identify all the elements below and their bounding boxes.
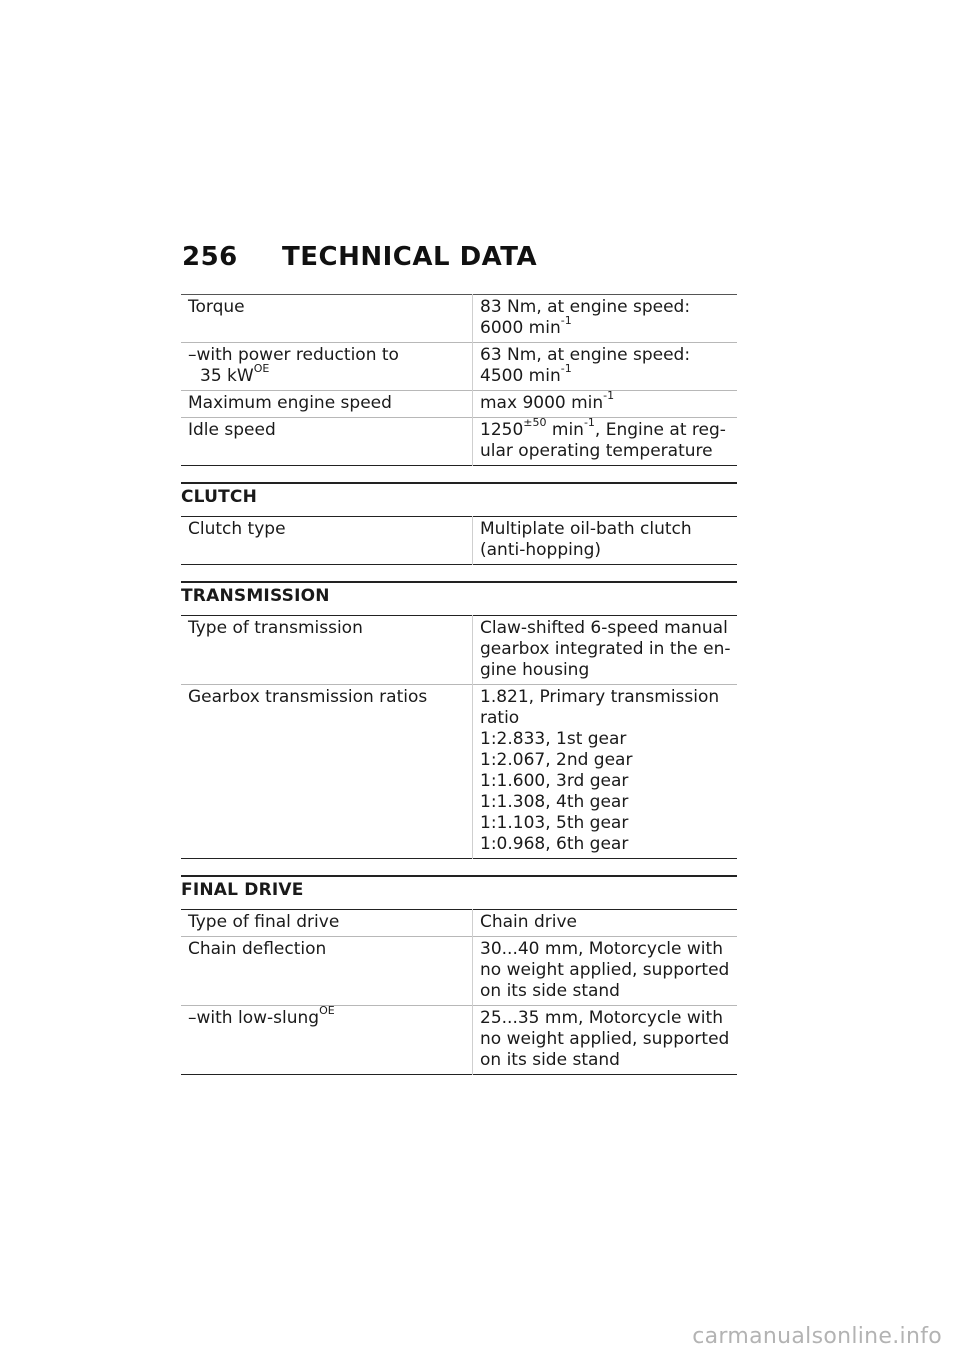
section-heading-transmission: TRANSMISSION bbox=[181, 581, 737, 615]
spec-label: Gearbox transmission ratios bbox=[181, 685, 473, 859]
spec-value: $1250^{\pm 50}$ $\min^{-1}$, Engine at reg-ular operating temperature bbox=[480, 416, 726, 461]
table-row bbox=[181, 1006, 737, 1075]
spec-value: 83 Nm, at engine speed: 6000 $\min^{-1}$ bbox=[480, 297, 691, 338]
spec-value: 63 Nm, at engine speed: 4500 $\min^{-1}$ bbox=[480, 345, 691, 386]
table-row bbox=[181, 517, 737, 565]
spec-label: Torque bbox=[181, 295, 473, 343]
spec-label: Clutch type bbox=[181, 517, 473, 565]
spec-label: Type of transmission bbox=[181, 616, 473, 685]
clutch-spec-table bbox=[181, 516, 737, 565]
spec-value: Chain drive bbox=[480, 912, 577, 932]
spec-content bbox=[181, 294, 737, 1075]
table-row bbox=[181, 910, 737, 937]
watermark: carmanualsonline.info bbox=[692, 1324, 942, 1349]
spec-label: Idle speed bbox=[181, 418, 473, 466]
table-row bbox=[181, 343, 737, 391]
table-row bbox=[181, 295, 737, 343]
table-row bbox=[181, 391, 737, 418]
table-row bbox=[181, 937, 737, 1006]
transmission-spec-table bbox=[181, 615, 737, 859]
spec-value: 30...40 mm, Motorcycle with no weight applied, supported on its side stand bbox=[480, 939, 730, 1001]
spec-value: 25...35 mm, Motorcycle with no weight applied, supported on its side stand bbox=[480, 1008, 730, 1070]
engine-spec-table bbox=[181, 294, 737, 466]
table-row bbox=[181, 685, 737, 859]
spec-value: max 9000 $\min^{-1}$ bbox=[480, 389, 615, 413]
table-row bbox=[181, 616, 737, 685]
spec-label: Type of final drive bbox=[181, 910, 473, 937]
final-drive-spec-table bbox=[181, 909, 737, 1075]
spec-label: Maximum engine speed bbox=[181, 391, 473, 418]
section-heading-final-drive: FINAL DRIVE bbox=[181, 875, 737, 909]
page-header bbox=[182, 242, 537, 272]
spec-value: Multiplate oil-bath clutch (anti-hopping) bbox=[480, 519, 692, 560]
table-row bbox=[181, 418, 737, 466]
spec-value: Claw-shifted 6-speed manual gearbox integrated in the en-gine housing bbox=[480, 618, 731, 680]
spec-label: –with low-slung$^{OE}$ bbox=[181, 1006, 473, 1075]
section-heading-clutch: CLUTCH bbox=[181, 482, 737, 516]
spec-label: –with power reduction to 35 $kW^{OE}$ bbox=[181, 343, 473, 391]
spec-label: Chain deflection bbox=[181, 937, 473, 1006]
page-number: 256 bbox=[182, 242, 238, 272]
spec-value: 1.821, Primary transmission ratio 1:2.833, 1st gear 1:2.067, 2nd gear 1:1.600, 3rd gear 1:1.308, 4th gear 1:1.103, 5th gear 1:0.968, 6th gear bbox=[480, 687, 720, 854]
page-title: TECHNICAL DATA bbox=[282, 242, 538, 272]
